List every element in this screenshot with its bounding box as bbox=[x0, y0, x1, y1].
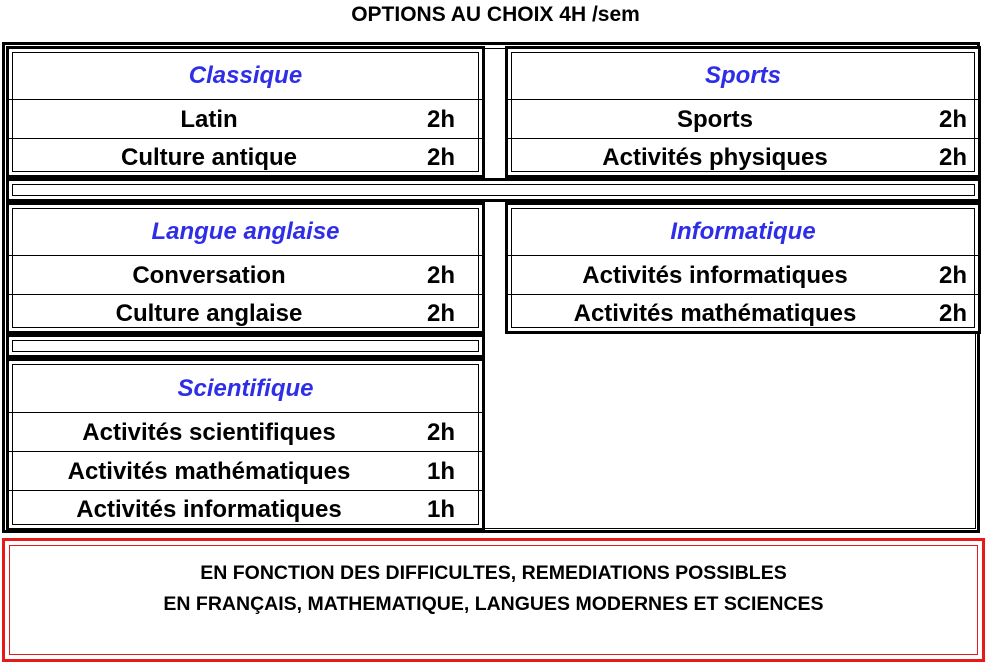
table-row bbox=[9, 294, 482, 332]
group-title: Scientifique bbox=[177, 375, 314, 402]
subject-label: Activités mathématiques bbox=[573, 300, 857, 327]
hours-value: 2h bbox=[426, 106, 455, 133]
subject-label: Sports bbox=[676, 106, 753, 133]
table-row bbox=[9, 99, 482, 138]
subject-label: Activités informatiques bbox=[582, 262, 848, 289]
group-title: Informatique bbox=[670, 218, 816, 245]
hours-value: 2h bbox=[938, 144, 967, 171]
group-title: Classique bbox=[188, 62, 303, 89]
page-title: OPTIONS AU CHOIX 4H /sem bbox=[351, 3, 640, 26]
table-row bbox=[9, 451, 482, 490]
table-row bbox=[9, 490, 482, 528]
hours-value: 1h bbox=[426, 496, 455, 523]
table-row bbox=[9, 412, 482, 451]
subject-label: Culture antique bbox=[120, 144, 297, 171]
group-langue-anglaise bbox=[6, 202, 485, 334]
subject-label: Activités physiques bbox=[602, 144, 828, 171]
hours-value: 2h bbox=[938, 300, 967, 327]
subject-label: Conversation bbox=[132, 262, 286, 289]
table-row bbox=[508, 255, 978, 294]
hours-value: 2h bbox=[938, 262, 967, 289]
spacer-bar bbox=[6, 334, 485, 358]
table-row bbox=[9, 255, 482, 294]
note-line-2: EN FRANÇAIS, MATHEMATIQUE, LANGUES MODERNES ET SCIENCES bbox=[163, 593, 824, 615]
subject-label: Culture anglaise bbox=[115, 300, 303, 327]
table-row bbox=[508, 99, 978, 138]
hours-value: 2h bbox=[426, 262, 455, 289]
group-classique bbox=[6, 46, 485, 178]
hours-value: 1h bbox=[426, 458, 455, 485]
subject-label: Latin bbox=[180, 106, 238, 133]
hours-value: 2h bbox=[426, 144, 455, 171]
group-informatique bbox=[505, 202, 981, 334]
subject-label: Activités informatiques bbox=[76, 496, 342, 523]
table-row bbox=[508, 138, 978, 176]
subject-label: Activités mathématiques bbox=[67, 458, 351, 485]
table-row bbox=[9, 138, 482, 176]
group-scientifique bbox=[6, 358, 485, 531]
hours-value: 2h bbox=[938, 106, 967, 133]
group-sports bbox=[505, 46, 981, 178]
hours-value: 2h bbox=[426, 419, 455, 446]
group-title: Sports bbox=[704, 62, 781, 89]
hours-value: 2h bbox=[426, 300, 455, 327]
note-line-1: EN FONCTION DES DIFFICULTES, REMEDIATIONS POSSIBLES bbox=[200, 562, 787, 584]
subject-label: Activités scientifiques bbox=[82, 419, 336, 446]
group-title: Langue anglaise bbox=[151, 218, 340, 245]
table-row bbox=[508, 294, 978, 332]
spacer-bar bbox=[6, 178, 981, 202]
